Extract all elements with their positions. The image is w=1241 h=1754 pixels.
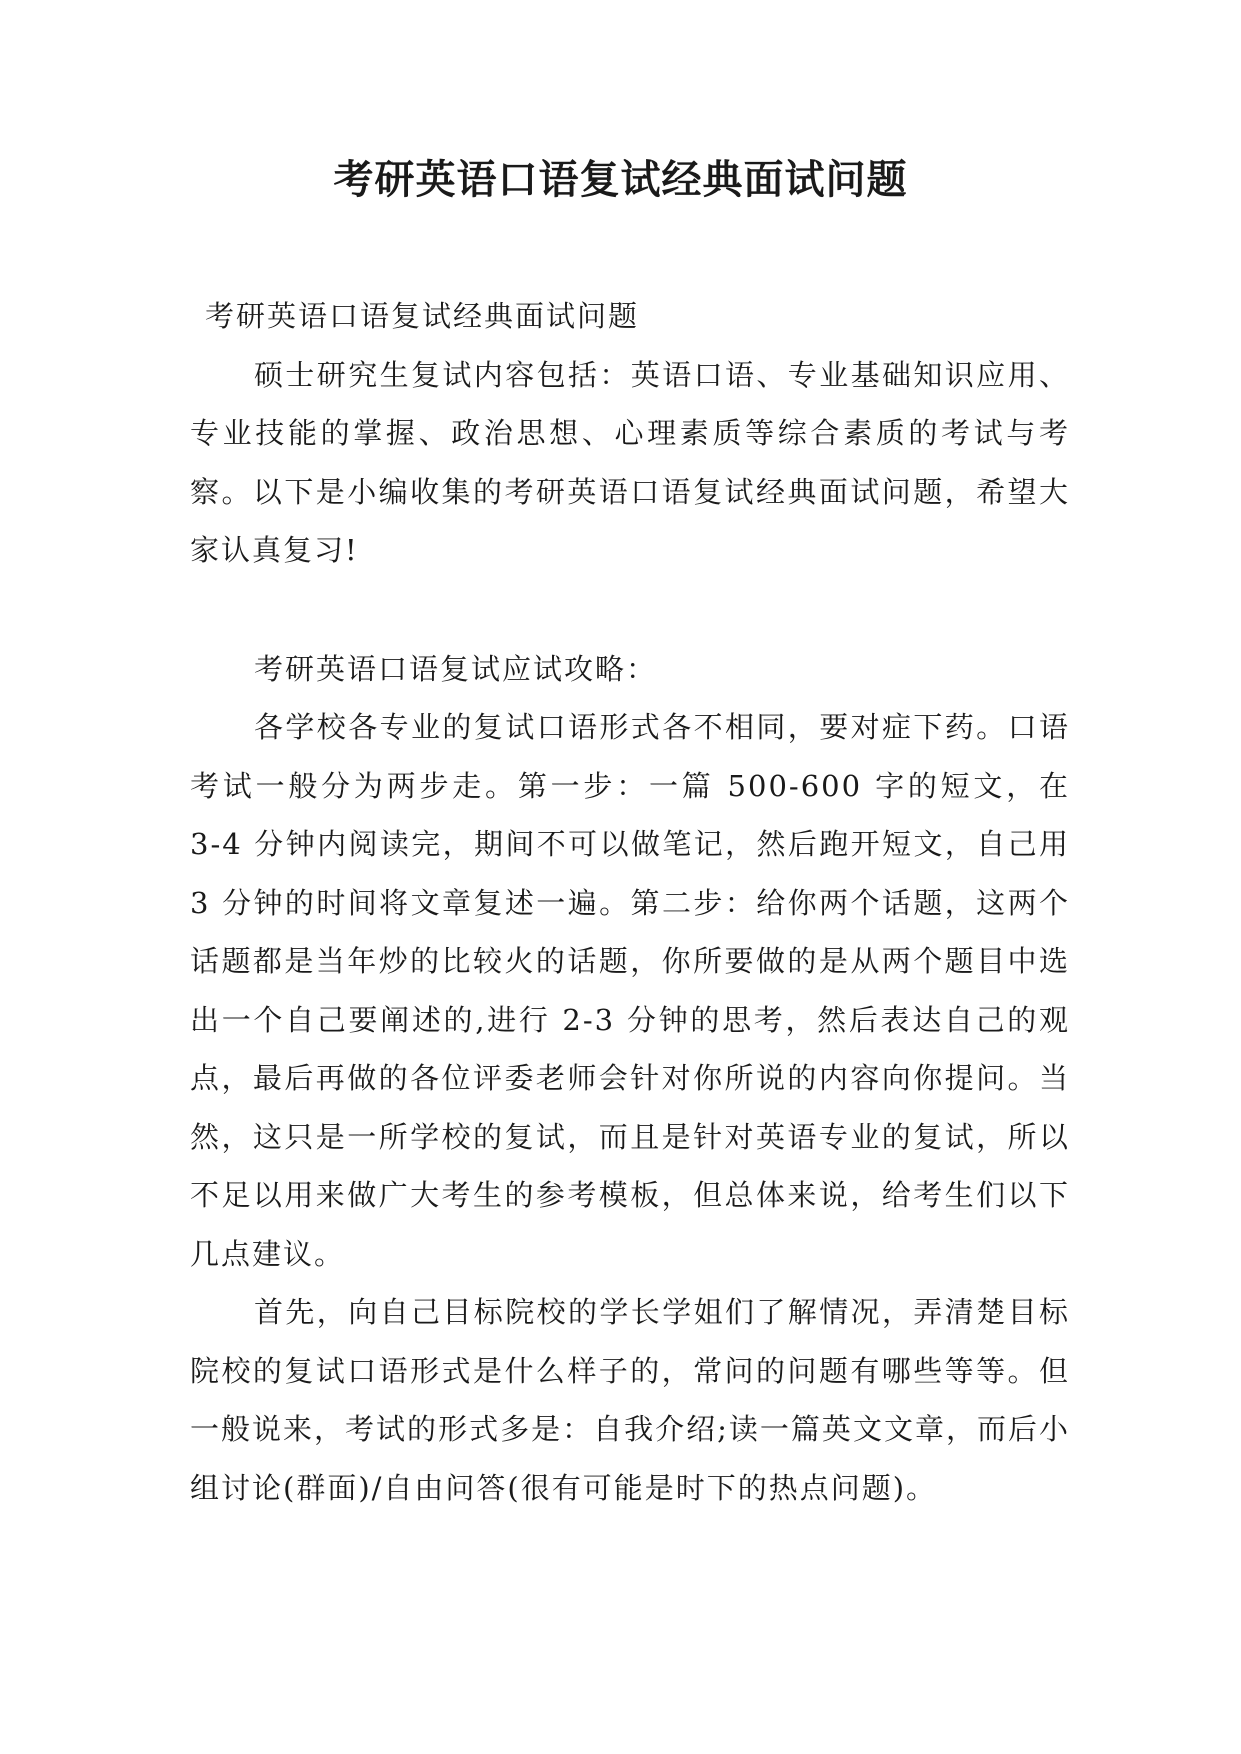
document-body bbox=[190, 287, 1070, 1517]
body-paragraph-1: 各学校各专业的复试口语形式各不相同，要对症下药。口语考试一般分为两步走。第一步：一篇 500-600 字的短文，在 3-4 分钟内阅读完，期间不可以做笔记，然后跑开短文，自己用 3 分钟的时间将文章复述一遍。第二步：给你两个话题，这两个话题都是当年炒的比较火的话题，你所要做的是从两个题目中选出一个自己要阐述的,进行 2-3 分钟的思考，然后表达自己的观点，最后再做的各位评委老师会针对你所说的内容向你提问。当然，这只是一所学校的复试，而且是针对英语专业的复试，所以不足以用来做广大考生的参考模板，但总体来说，给考生们以下几点建议。 bbox=[190, 710, 1070, 1271]
intro-paragraph: 硕士研究生复试内容包括：英语口语、专业基础知识应用、专业技能的掌握、政治思想、心理素质等综合素质的考试与考察。以下是小编收集的考研英语口语复试经典面试问题，希望大家认真复习! bbox=[190, 357, 1070, 567]
section-heading: 考研英语口语复试应试攻略： bbox=[254, 651, 658, 686]
paragraph-gap bbox=[190, 580, 1070, 640]
document-subtitle: 考研英语口语复试经典面试问题 bbox=[205, 299, 640, 333]
document-title: 考研英语口语复试经典面试问题 bbox=[333, 156, 908, 203]
body-paragraph-2: 首先，向自己目标院校的学长学姐们了解情况，弄清楚目标院校的复试口语形式是什么样子的，常问的问题有哪些等等。但一般说来，考试的形式多是：自我介绍;读一篇英文文章，而后小组讨论(群面)/自由问答(很有可能是时下的热点问题)。 bbox=[190, 1295, 1070, 1505]
